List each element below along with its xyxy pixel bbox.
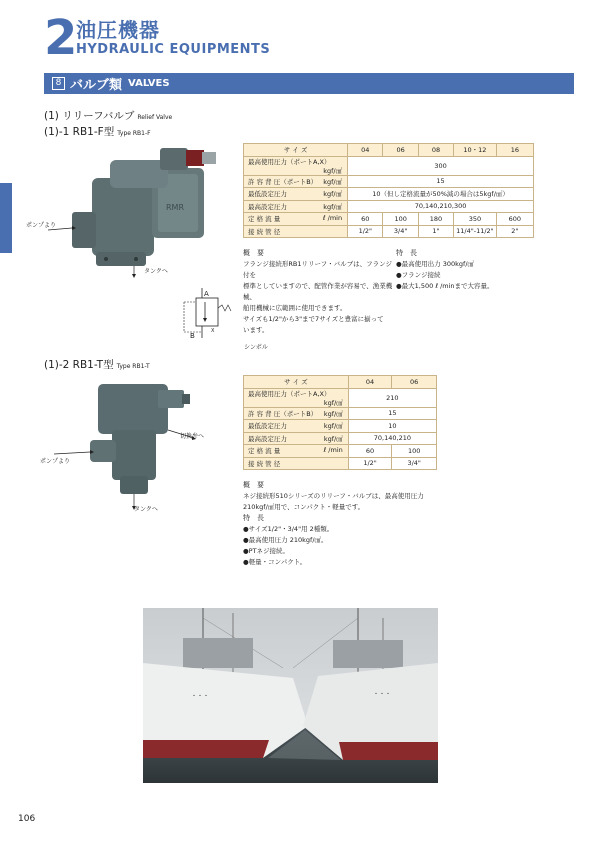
rb1t-overview-title: 概 要	[243, 481, 264, 489]
rb1f-overview-line: います。	[243, 326, 269, 334]
header-06: 06	[383, 144, 418, 157]
table-row: 定 格 流 量 ℓ /min 60 100	[244, 445, 437, 458]
svg-text:RMR: RMR	[166, 203, 185, 212]
table-row: 接 続 管 径 1/2" 3/4" 1" 11/4"-11/2" 2"	[244, 225, 534, 238]
rb1t-type-label: Type RB1-T	[116, 363, 150, 370]
rb1f-heading: (1)-1 RB1-F型 Type RB1-F	[44, 126, 151, 138]
rb1f-tank-label: タンクへ	[144, 268, 168, 275]
rb1f-overview-line: フランジ接続形RB1リリーフ・バルブは、フランジ付を	[243, 260, 392, 279]
rb1t-feature-item: ●PTネジ接続。	[243, 547, 290, 555]
table-row: 接 続 管 径 1/2" 3/4"	[244, 457, 437, 470]
chapter-number: 2	[44, 10, 78, 66]
table-row: 最低設定圧力 kgf/㎠ 10（但し定格流量が50%減の場合は5kgf/㎠）	[244, 188, 534, 201]
table-row: 最高使用圧力（ポートA,X） kgf/㎠ 210	[244, 388, 437, 407]
rb1f-overview-title: 概 要	[243, 249, 264, 257]
side-tab	[0, 183, 12, 253]
rb1t-tank-label: タンクへ	[134, 506, 158, 513]
rb1t-switch-label: 切換弁へ	[180, 433, 205, 440]
rb1t-heading: (1)-2 RB1-T型 Type RB1-T	[44, 359, 150, 371]
rb1f-overview-line: 標準としていますので、配管作業が容易で、漁業機械、	[243, 282, 393, 301]
table-row	[244, 376, 437, 389]
rb1f-overview-line: サイズも1/2"から3"まで7サイズと豊富に揃って	[243, 315, 384, 323]
rb1f-spec-table	[243, 143, 534, 238]
rb1f-overview	[243, 248, 395, 336]
header-16: 16	[496, 144, 533, 157]
symbol-port-x: X	[211, 328, 215, 334]
header-04: 04	[348, 144, 383, 157]
rb1f-valve-photo	[40, 140, 240, 285]
table-row: 最高設定圧力 kgf/㎠ 70,140,210,300	[244, 200, 534, 213]
chapter-title-jp: 油圧機器	[76, 18, 160, 42]
relief-valve-symbol	[180, 288, 240, 340]
table-row: 最低設定圧力 kgf/㎠ 10	[244, 420, 437, 433]
page-number: 106	[18, 814, 36, 824]
rb1t-feature-item: ●サイズ1/2"・3/4"用 2種類。	[243, 525, 334, 533]
rb1t-valve-photo	[40, 372, 240, 517]
chapter-title-en: HYDRAULIC EQUIPMENTS	[76, 42, 271, 57]
rb1t-feature-item: ●最高使用圧力 210kgf/㎠。	[243, 536, 328, 544]
table-row: 最高使用圧力（ポートA,X） kgf/㎠ 300	[244, 156, 534, 175]
rb1f-feature-item: ●最高使用出力 300kgf/㎠	[396, 260, 475, 268]
header-size: サ イ ズ	[244, 376, 349, 389]
rb1t-pump-label: ポンプより	[40, 458, 71, 465]
table-row: 定 格 流 量 ℓ /min 60 100 180 350 600	[244, 213, 534, 226]
section-bar	[44, 73, 574, 94]
rb1t-features-title: 特 長	[243, 514, 264, 522]
table-row: 最高設定圧力 kgf/㎠ 70,140,210	[244, 432, 437, 445]
rb1t-spec-table	[243, 375, 437, 470]
table-row: 許 容 背 圧（ポートB） kgf/㎠ 15	[244, 407, 437, 420]
rb1f-pump-label: ポンプより	[26, 222, 57, 229]
rb1f-features-title: 特 長	[396, 249, 417, 257]
rb1t-feature-item: ●軽量・コンパクト。	[243, 558, 307, 566]
svg-text:・・・: ・・・	[191, 693, 210, 700]
section-number: 8	[52, 77, 65, 90]
header-size: サ イ ズ	[244, 144, 348, 157]
rb1f-overview-line: 舶用機械に広範囲に使用できます。	[243, 304, 347, 312]
header-10-12: 10・12	[454, 144, 497, 157]
relief-valve-heading-en: Relief Valve	[137, 114, 173, 121]
rb1f-feature-item: ●最大1,500 ℓ /minまで大容量。	[396, 282, 494, 290]
symbol-port-a: A	[204, 290, 209, 298]
svg-text:・・・: ・・・	[373, 691, 392, 698]
rb1f-type-label: Type RB1-F	[117, 130, 151, 137]
rb1t-overview	[243, 480, 473, 568]
symbol-label: シンボル	[244, 344, 268, 351]
header-06: 06	[392, 376, 437, 389]
symbol-port-b: B	[190, 332, 195, 340]
rb1t-overview-line: 210kgf/㎠用で、コンパクト・軽量です。	[243, 503, 365, 511]
section-title-en: VALVES	[128, 78, 170, 89]
table-row: 許 容 背 圧（ポートB） kgf/㎠ 15	[244, 175, 534, 188]
header-08: 08	[418, 144, 453, 157]
table-row	[244, 144, 534, 157]
section-title-jp: バルブ類	[70, 78, 123, 93]
rb1t-overview-line: ネジ接続形510シリーズのリリーフ・バルブは、最高使用圧力	[243, 492, 424, 500]
header-04: 04	[348, 376, 392, 389]
rb1f-feature-item: ●フランジ接続	[396, 271, 441, 279]
rb1f-features	[396, 248, 536, 292]
relief-valve-heading: (1) リリーフバルブ Relief Valve	[44, 110, 173, 122]
fishing-boats-photo	[143, 608, 438, 783]
